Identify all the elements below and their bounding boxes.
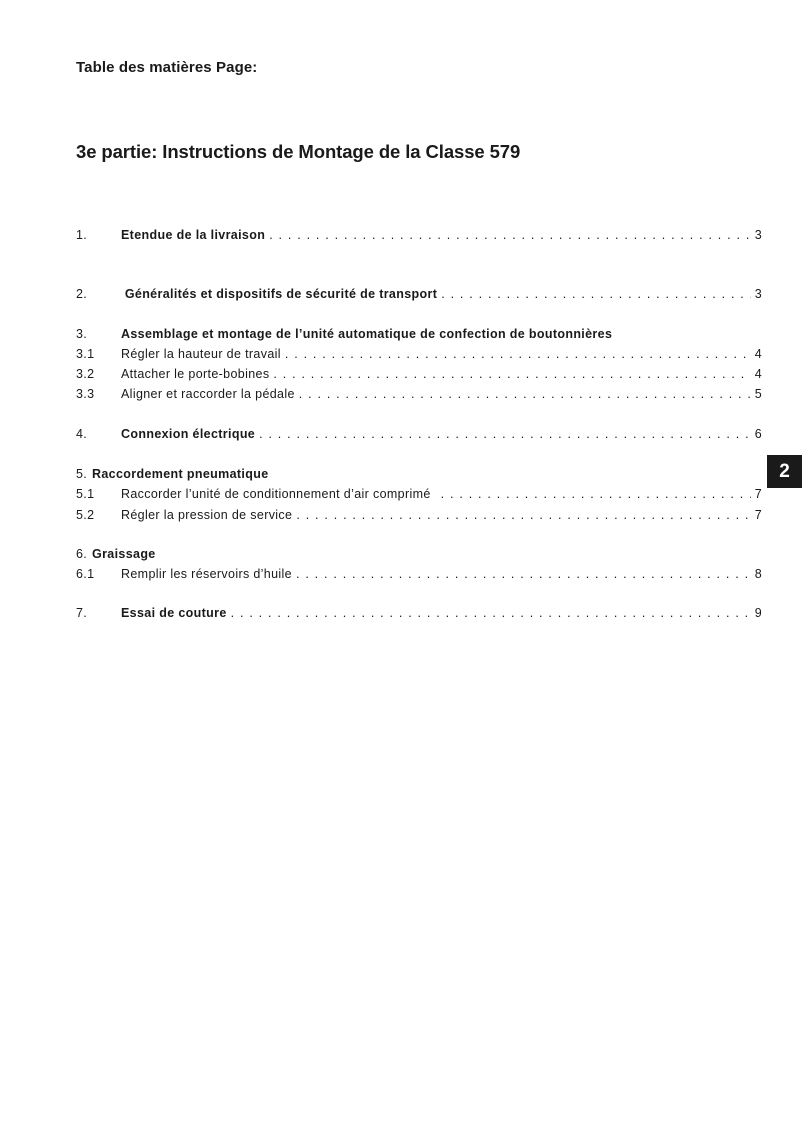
toc-entry-number: 5.1 [76, 487, 95, 501]
toc-entry-1[interactable] [76, 226, 762, 244]
toc-entry-5[interactable] [76, 465, 762, 483]
toc-entry-page: 7 [754, 487, 762, 501]
toc-entry-title: Assemblage et montage de l’unité automatique de confection de boutonnières [121, 327, 613, 341]
toc-entry-number: 3.2 [76, 367, 95, 381]
dot-leader [296, 506, 750, 524]
toc-entry-title: Régler la pression de service [121, 508, 293, 522]
toc-entry-number: 6. [76, 547, 88, 561]
toc-entry-3-3[interactable] [76, 385, 762, 403]
toc-entry-page: 4 [754, 367, 762, 381]
toc-entry-5-2[interactable] [76, 506, 762, 524]
toc-entry-number: 3. [76, 327, 88, 341]
toc-entry-4[interactable] [76, 425, 762, 443]
toc-entry-title: Raccordement pneumatique [92, 467, 269, 481]
toc-entry-title: Raccorder l’unité de conditionnement d’air comprimé [121, 487, 431, 501]
toc-entry-number: 1. [76, 228, 88, 242]
toc-entry-number: 3.1 [76, 347, 95, 361]
toc-entry-5-1[interactable] [76, 485, 762, 503]
dot-leader [296, 565, 751, 583]
toc-entry-number: 7. [76, 606, 88, 620]
toc-entry-title: Régler la hauteur de travail [121, 347, 281, 361]
toc-entry-title: Essai de couture [121, 606, 227, 620]
chapter-tab-marker: 2 [767, 455, 802, 488]
dot-leader [299, 385, 751, 403]
toc-entry-3[interactable] [76, 325, 762, 343]
dot-leader [285, 345, 751, 363]
toc-entry-title: Généralités et dispositifs de sécurité de transport [121, 287, 438, 301]
toc-entry-6-1[interactable] [76, 565, 762, 583]
toc-entry-number: 5.2 [76, 508, 95, 522]
dot-leader [441, 285, 750, 303]
toc-entry-number: 5. [76, 467, 88, 481]
toc-entry-title: Connexion électrique [121, 427, 256, 441]
toc-entry-page: 8 [754, 567, 762, 581]
toc-entry-page: 9 [754, 606, 762, 620]
toc-entry-title: Graissage [92, 547, 156, 561]
toc-entry-3-2[interactable] [76, 365, 762, 383]
toc-entry-2[interactable] [76, 285, 762, 303]
dot-leader [259, 425, 751, 443]
toc-entry-number: 2. [76, 287, 88, 301]
dot-leader [441, 485, 751, 503]
toc-entry-3-1[interactable] [76, 345, 762, 363]
toc-entry-page: 3 [754, 228, 762, 242]
part-title: 3e partie: Instructions de Montage de la Classe 579 [76, 141, 521, 162]
toc-entry-6[interactable] [76, 545, 762, 563]
toc-entry-page: 7 [754, 508, 762, 522]
toc-entry-page: 3 [754, 287, 762, 301]
toc-entry-title: Remplir les réservoirs d’huile [121, 567, 292, 581]
toc-entry-number: 6.1 [76, 567, 95, 581]
dot-leader [269, 226, 750, 244]
toc-entry-title: Attacher le porte-bobines [121, 367, 270, 381]
toc-entry-page: 6 [754, 427, 762, 441]
toc-entry-title: Aligner et raccorder la pédale [121, 387, 295, 401]
toc-entry-page: 4 [754, 347, 762, 361]
toc-entry-7[interactable] [76, 604, 762, 622]
page-heading: Table des matières Page: [76, 59, 258, 76]
toc-entry-number: 3.3 [76, 387, 95, 401]
dot-leader [273, 365, 750, 383]
toc-entry-page: 5 [754, 387, 762, 401]
dot-leader [231, 604, 751, 622]
toc-entry-number: 4. [76, 427, 88, 441]
toc-entry-title: Etendue de la livraison [121, 228, 266, 242]
